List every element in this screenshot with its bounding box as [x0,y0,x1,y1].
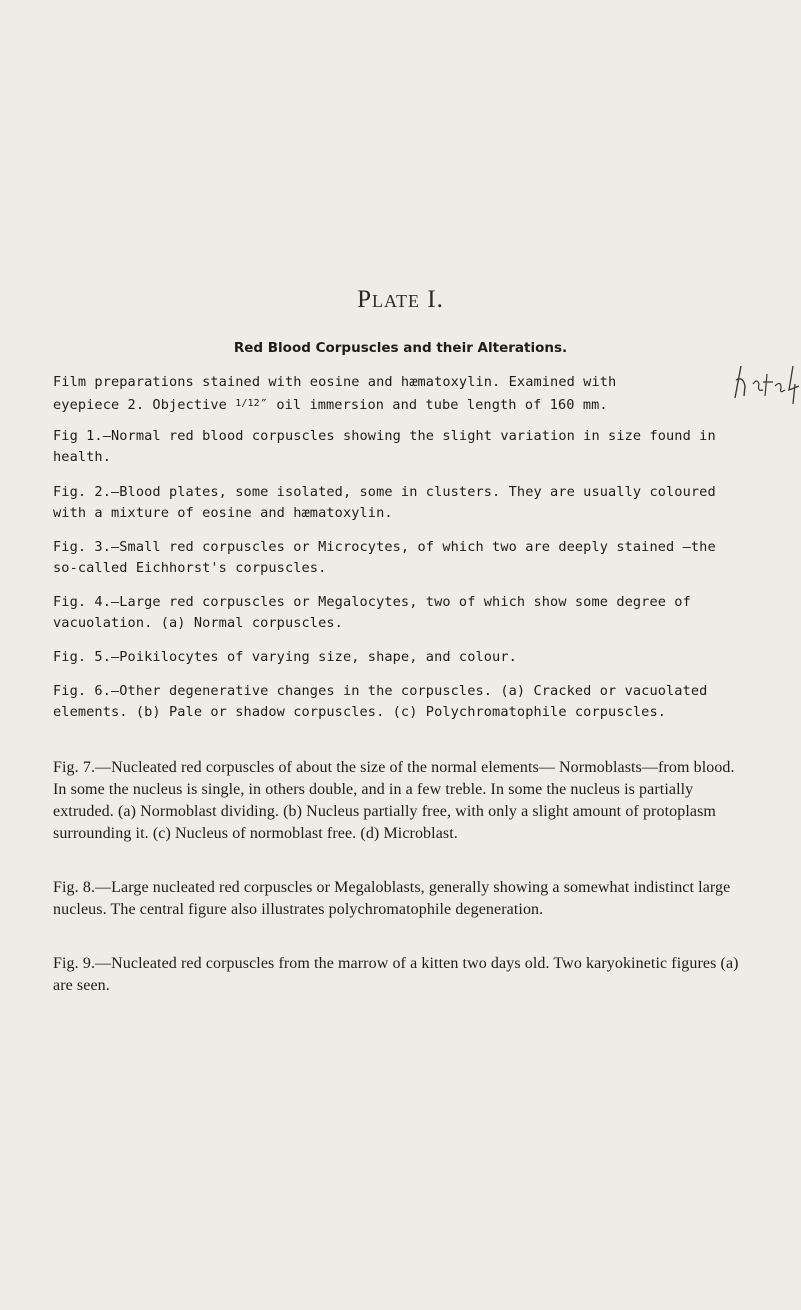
fig-2-caption: Fig. 2.—Blood plates, some isolated, some in clusters. They are usually coloured with a mixture of eosine and hæmatoxylin. [53,484,716,521]
fig-6-caption: Fig. 6.—Other degenerative changes in the corpuscles. (a) Cracked or vacuolated elements. (b) Pale or shadow corpuscles. (c) Polychromatophile corpuscles. [53,683,708,720]
plate-subtitle: Red Blood Corpuscles and their Alterations. [233,340,568,356]
fig-7-caption: Fig. 7.—Nucleated red corpuscles of about the size of the normal elements— Normoblasts—from blood. In some the nucleus is single, in others double, and in a few treble. In some the nucleus is partially extruded. (a) Normoblast dividing. (b) Nucleus partially free, with only a slight amount of protoplasm surrounding it. (c) Nucleus of normoblast free. (d) Microblast. [53,759,735,842]
fig-1-caption: Fig 1.—Normal red blood corpuscles showing the slight variation in size found in health. [53,428,716,465]
plate-title: Plate I. [357,286,444,313]
objective-fraction: 1/12 [235,398,260,409]
fig-8-caption: Fig. 8.—Large nucleated red corpuscles or Megaloblasts, generally showing a somewhat indistinct large nucleus. The central figure also illustrates polychromatophile degeneration. [53,879,731,918]
fig-9-caption: Fig. 9.—Nucleated red corpuscles from the marrow of a kitten two days old. Two karyokinetic figures (a) are seen. [53,955,739,994]
intro-line-1: Film preparations stained with eosine and hæmatoxylin. Examined with [53,374,617,390]
fig-4-caption: Fig. 4.—Large red corpuscles or Megalocytes, two of which show some degree of vacuolation. (a) Normal corpuscles. [53,594,691,631]
intro-line-2b: ″ oil immersion and tube length of 160 mm. [259,397,608,413]
fig-3-caption: Fig. 3.—Small red corpuscles or Microcytes, of which two are deeply stained —the so-called Eichhorst's corpuscles. [53,539,716,576]
intro-paragraph [53,372,743,416]
handwritten-annotation [733,364,801,414]
fig-5-caption: Fig. 5.—Poikilocytes of varying size, shape, and colour. [53,649,517,665]
intro-line-2a: eyepiece 2. Objective [53,397,236,413]
